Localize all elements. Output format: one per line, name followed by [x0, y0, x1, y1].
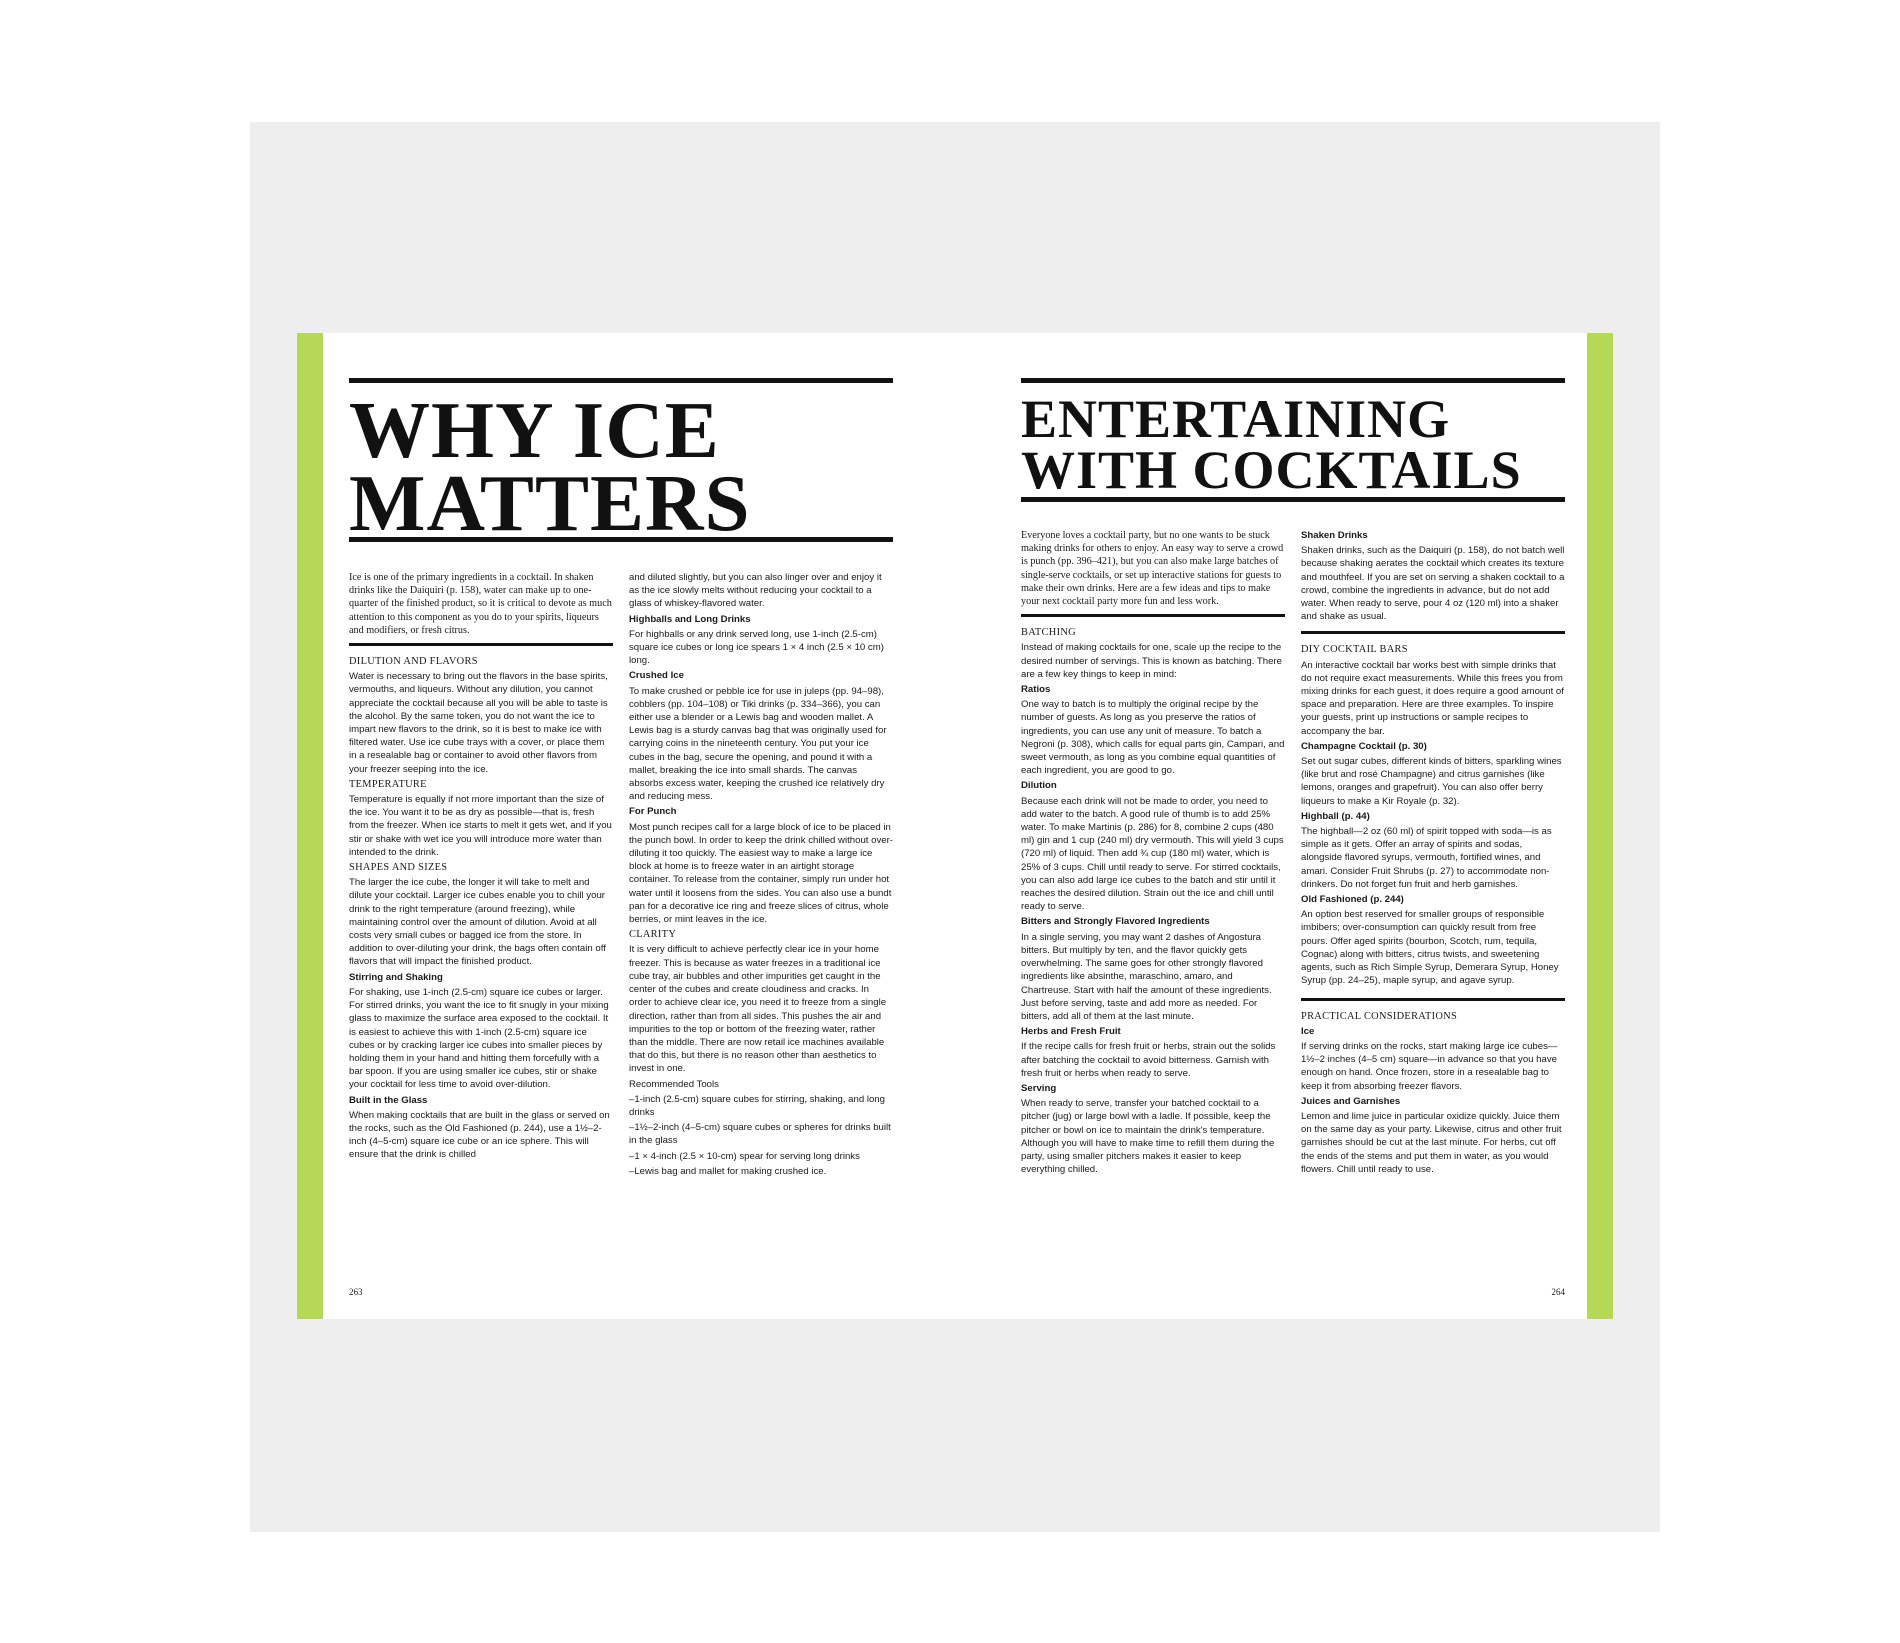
- section-heading: BATCHING: [1021, 627, 1076, 639]
- body-text: Most punch recipes call for a large block of ice to be placed in the punch bowl. In order to keep the drink chilled without over-diluting it too quickly. The easiest way to make a large ice block at home is to freeze water in an airtight storage container. To release from the container, simply run under hot water until it loosens from the sides. You can also use a bundt pan for a decorative ice ring and freeze slices of citrus, whole berries, or mint leaves in the ice.: [629, 821, 893, 926]
- body-text: Shaken drinks, such as the Daiquiri (p. 158), do not batch well because shaking aerates the cocktail which creates its texture and mouthfeel. If you are set on serving a shaken cocktail to a crowd, combine the ingredients in advance, but do not add water. When ready to serve, pour 4 oz (120 ml) into a shaker and shake as usual.: [1301, 545, 1565, 623]
- tools-list-item: –Lewis bag and mallet for making crushed ice.: [629, 1165, 827, 1177]
- section-heading: CLARITY: [629, 929, 677, 941]
- left-title-line2: MATTERS: [349, 457, 751, 548]
- sub-heading: Stirring and Shaking: [349, 971, 443, 983]
- left-page: [349, 333, 893, 1319]
- right-title-block: [1021, 378, 1565, 502]
- body-text: For highballs or any drink served long, use 1-inch (2.5-cm) square ice cubes or long ice spears 1 × 4 inch (2.5 × 10 cm) long.: [629, 628, 884, 667]
- section-rule: [1301, 631, 1565, 634]
- section-heading: DIY COCKTAIL BARS: [1301, 644, 1408, 656]
- right-column-2: [1301, 529, 1565, 1178]
- sub-heading: Built in the Glass: [349, 1094, 428, 1106]
- body-text: If the recipe calls for fresh fruit or herbs, strain out the solids after batching the cocktail to avoid bitterness. Garnish with fresh fruit or herbs when ready to serve.: [1021, 1041, 1276, 1079]
- sub-heading: Old Fashioned (p. 244): [1301, 894, 1404, 906]
- right-page: [1021, 333, 1565, 1319]
- section-heading: DILUTION AND FLAVORS: [349, 656, 478, 668]
- body-text: Water is necessary to bring out the flavors in the base spirits, vermouths, and liqueurs. Without any dilution, you cannot appreciate the cocktail because all you will be able to taste is the alcohol. By the same token, you do not want the ice to impart new flavors to the drink, so it is best to make ice with filtered water. Use ice cube trays with a cover, or place them in a resealable bag or container to avoid other flavors from your freezer seeping into the ice.: [349, 671, 608, 775]
- section-rule: [1301, 998, 1565, 1001]
- right-page-title: [1021, 389, 1565, 501]
- sub-heading: Juices and Garnishes: [1301, 1095, 1401, 1107]
- body-text: Instead of making cocktails for one, scale up the recipe to the desired number of servings. This is known as batching. There are a few key things to keep in mind:: [1021, 642, 1282, 680]
- body-text: The larger the ice cube, the longer it will take to melt and dilute your cocktail. Larger ice cubes enable you to chill your drink to the right temperature (around freezing), while maintaining control over the amount of dilution. Avoid at all costs very small cubes or bagged ice from the store. In addition to over-diluting your drink, the bags often contain off flavors that will impact the finished product.: [349, 877, 606, 968]
- left-page-edge: [297, 333, 323, 1319]
- section-rule: [1021, 614, 1285, 617]
- body-text: An interactive cocktail bar works best with simple drinks that do not require exact measurements. While this frees you from mixing drinks for each guest, it does require a good amount of space and preparation. Here are three examples. To inspire your guests, print up instructions or sample recipes to accompany the bar.: [1301, 659, 1564, 737]
- sub-heading: For Punch: [629, 806, 677, 818]
- body-text: Lemon and lime juice in particular oxidize quickly. Juice them on the same day as your party. Likewise, citrus and other fruit garnishes should be cut at the last minute. For herbs, cut off the ends of the stems and put them in water, as you would flowers. Chill until ready to use.: [1301, 1110, 1562, 1175]
- tools-list-item: –1 × 4-inch (2.5 × 10-cm) spear for serving long drinks: [629, 1150, 860, 1162]
- right-page-number: 264: [1551, 1287, 1565, 1297]
- sub-heading: Serving: [1021, 1082, 1057, 1094]
- body-text: and diluted slightly, but you can also linger over and enjoy it as the ice slowly melts without reducing your cocktail to a glass of whiskey-flavored water.: [629, 572, 882, 610]
- sub-heading: Dilution: [1021, 780, 1057, 792]
- sub-heading: Shaken Drinks: [1301, 530, 1368, 541]
- body-text: An option best reserved for smaller groups of responsible imbibers; over-consumption can quickly result from free pours. Offer aged spirits (bourbon, Scotch, rum, tequila, Cognac) along with bitters, citrus twists, and sweetening agents, such as Rich Simple Syrup, Demerara Syrup, Honey Syrup (pp. 24–25), maple syrup, and agave syrup.: [1301, 909, 1559, 987]
- sub-heading: Highballs and Long Drinks: [629, 613, 751, 625]
- left-intro: Ice is one of the primary ingredients in a cocktail. In shaken drinks like the Daiquiri (p. 158), water can make up to one-quarter of the finished product, so it is critical to devote as much attention to this component as you do to your spirits, liqueurs and modifiers, or fresh citrus.: [349, 572, 612, 636]
- sub-heading: Ice: [1301, 1025, 1315, 1037]
- body-text: The highball—2 oz (60 ml) of spirit topped with soda—is as simple as it gets. Offer an array of spirits and sodas, alongside flavored syrups, vermouth, fortified wines, and amari. Consider Fruit Shrubs (p. 27) to accommodate non-drinkers. Do not forget fun fruit and herb garnishes.: [1301, 826, 1552, 890]
- book-spread: [297, 333, 1613, 1319]
- right-column-1: [1021, 529, 1285, 1178]
- section-heading: PRACTICAL CONSIDERATIONS: [1301, 1010, 1458, 1022]
- sub-heading: Crushed Ice: [629, 670, 684, 682]
- body-text: Because each drink will not be made to order, you need to add water to the batch. A good rule of thumb is to add 25% water. To make Martinis (p. 286) for 8, combine 2 cups (480 ml) gin and 1 cup (240 ml) dry vermouth. This will yield 3 cups (720 ml) of liquid. Then add ¾ cup (180 ml) water, which is 25% of 3 cups. Chill until ready to serve. For stirred cocktails, you can also add large ice cubes to the batch and stir until it reaches the desired dilution. Strain out the ice and chill until ready to serve.: [1021, 795, 1284, 913]
- body-text: One way to batch is to multiply the original recipe by the number of guests. As long as you preserve the ratios of ingredients, you can use any unit of measure. To batch a Negroni (p. 308), which calls for equal parts gin, Campari, and sweet vermouth, as long as you combine equal quantities of each ingredient, you are good to go.: [1021, 699, 1285, 777]
- body-text: It is very difficult to achieve perfectly clear ice in your home freezer. This is because as water freezes in a traditional ice cube tray, air bubbles and other impurities get caught in the center of the cubes and create cloudiness and cracks. In order to achieve clear ice, you need it to freeze from a single direction, rather than from all sides. This pushes the air and impurities to the top or bottom of the freezing water, rather than the middle. There are now retail ice machines available that do this, but there is no reason other than aesthetics to invest in one.: [629, 944, 887, 1075]
- body-text: To make crushed or pebble ice for use in juleps (pp. 94–98), cobblers (pp. 104–108) or Tiki drinks (p. 334–366), you can either use a blender or a Lewis bag and wooden mallet. A Lewis bag is a sturdy canvas bag that was originally used for carrying coins in the nineteenth century. You put your ice cubes in the bag, secure the opening, and pound it with a mallet, breaking the ice into small shards. The canvas absorbs excess water, keeping the crushed ice relatively dry and reducing mess.: [629, 685, 887, 803]
- sub-heading: Highball (p. 44): [1301, 810, 1370, 822]
- left-page-title: [349, 385, 893, 548]
- body-text: For shaking, use 1-inch (2.5-cm) square ice cubes or larger. For stirred drinks, you want the ice to fit snugly in your mixing glass to maximize the surface area exposed to the cocktail. It is easiest to achieve this with 1-inch (2.5-cm) square ice cubes or by cracking larger ice cubes into smaller pieces by holding them in your hand and hitting them forcefully with a bar spoon. If you are using smaller ice cubes, stir or shake your cocktail for less time to avoid over-dilution.: [349, 986, 609, 1091]
- left-column-2: [629, 571, 893, 1180]
- section-heading: SHAPES AND SIZES: [349, 862, 448, 874]
- right-title-line1: ENTERTAINING: [1021, 389, 1451, 449]
- right-intro: Everyone loves a cocktail party, but no one wants to be stuck making drinks for others to enjoy. An easy way to serve a crowd is punch (pp. 396–421), but you can also make large batches of single-serve cocktails, or set up interactive stations for guests to make their own drinks. Here are a few ideas and tips to make your next cocktail party more fun and less work.: [1021, 530, 1284, 608]
- sub-heading: Bitters and Strongly Flavored Ingredients: [1021, 916, 1210, 928]
- sub-heading: Ratios: [1021, 684, 1051, 696]
- left-column-1: [349, 571, 613, 1164]
- left-page-number: 263: [349, 1287, 363, 1297]
- body-text: When ready to serve, transfer your batched cocktail to a pitcher (jug) or large bowl with a ladle. If possible, keep the pitcher or bowl on ice to maintain the drink's temperature. Although you will have to make time to refill them during the party, using smaller pitchers makes it easier to keep everything chilled.: [1021, 1098, 1275, 1176]
- tools-list-item: –1-inch (2.5-cm) square cubes for stirring, shaking, and long drinks: [629, 1093, 885, 1118]
- body-text: If serving drinks on the rocks, start making large ice cubes—1½–2 inches (4–5 cm) square—in advance so that you have enough on hand. Once frozen, store in a resealable bag to keep it from absorbing freezer flavors.: [1301, 1040, 1558, 1092]
- right-page-edge: [1587, 333, 1613, 1319]
- section-heading: TEMPERATURE: [349, 778, 427, 790]
- left-title-block: [349, 378, 893, 548]
- tools-list-item: –1½–2-inch (4–5-cm) square cubes or spheres for drinks built in the glass: [629, 1122, 891, 1147]
- sub-heading: Herbs and Fresh Fruit: [1021, 1026, 1121, 1038]
- left-title-line1: WHY ICE: [349, 385, 720, 475]
- body-text: Set out sugar cubes, different kinds of bitters, sparkling wines (like brut and rosé Champagne) and citrus garnishes (like lemons, oranges and grapefruit). You can also offer berry liqueurs to make a Kir Royale (p. 32).: [1301, 756, 1562, 807]
- tools-heading: Recommended Tools: [629, 1078, 719, 1090]
- sub-heading: Champagne Cocktail (p. 30): [1301, 740, 1427, 752]
- body-text: Temperature is equally if not more important than the size of the ice. You want it to be as dry as possible—that is, fresh from the freezer. When ice starts to melt it gets wet, and if you stir or shake with wet ice you will introduce more water than intended to the drink.: [349, 794, 612, 858]
- section-rule: [349, 643, 613, 646]
- body-text: When making cocktails that are built in the glass or served on the rocks, such as the Old Fashioned (p. 244), use a 1½–2-inch (4–5-cm) square ice cube or an ice sphere. This will ensure that the drink is chilled: [349, 1109, 610, 1161]
- right-title-line2: WITH COCKTAILS: [1021, 440, 1522, 501]
- body-text: In a single serving, you may want 2 dashes of Angostura bitters. But multiply by ten, and the flavor quickly gets overwhelming. The same goes for other strongly flavored ingredients like absinthe, maraschino, amaro, and Chartreuse. Start with half the amount of these ingredients. Just before serving, taste and add more as needed. For bitters, add all of them at the last minute.: [1021, 931, 1272, 1022]
